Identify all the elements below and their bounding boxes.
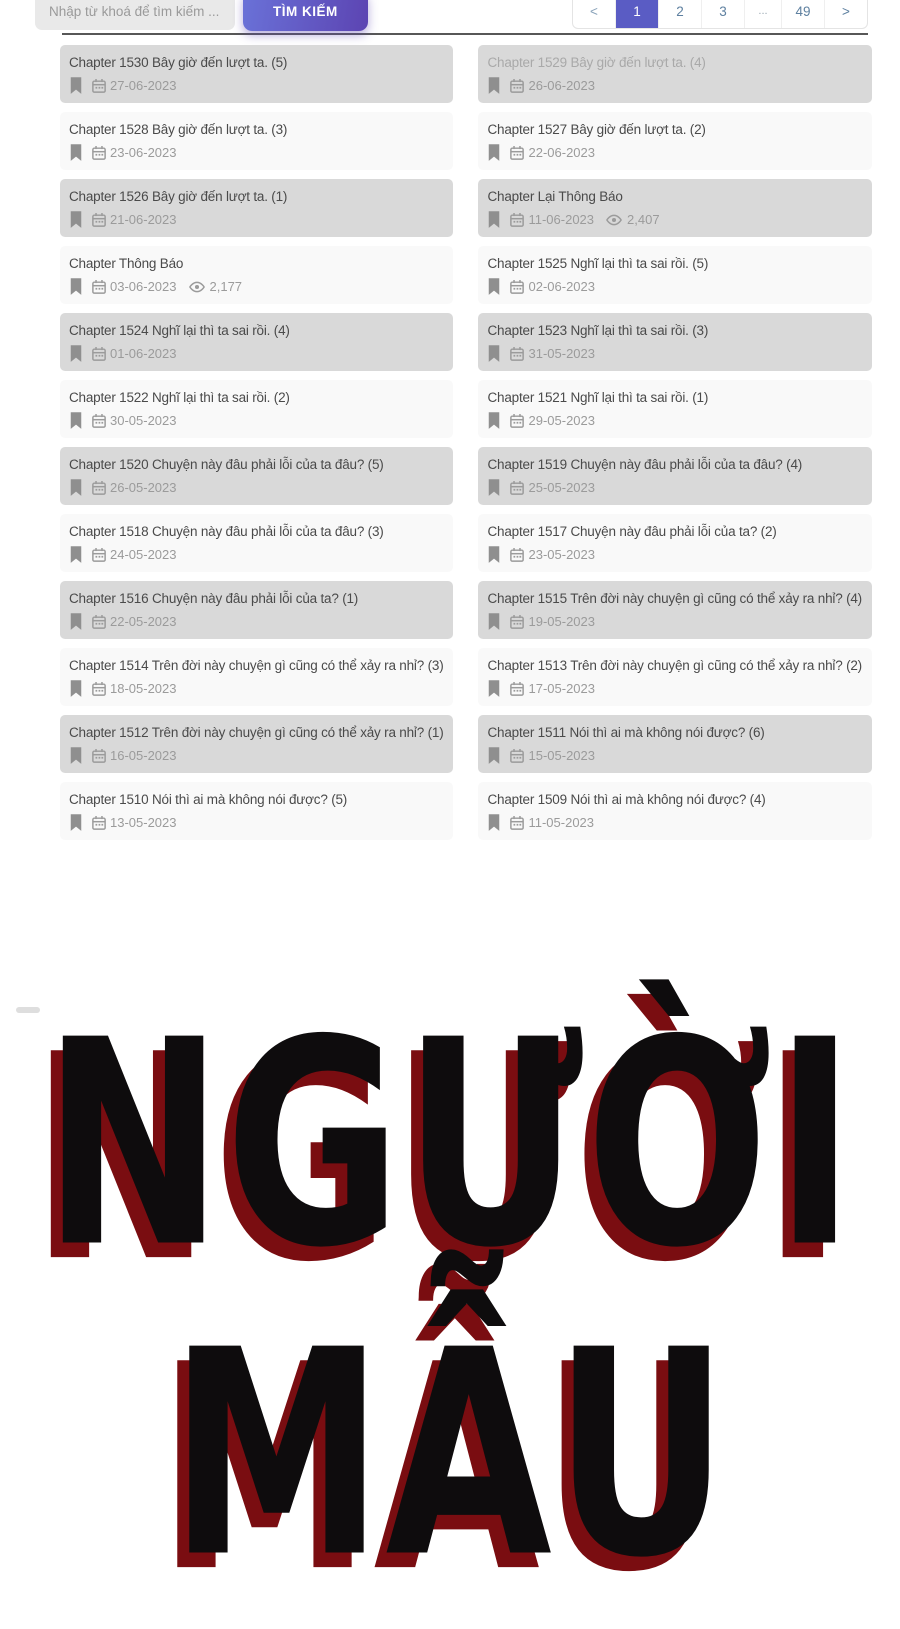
- chapter-item[interactable]: [60, 246, 453, 304]
- pagination-next[interactable]: >: [824, 0, 867, 28]
- pagination-page-3[interactable]: 3: [701, 0, 744, 28]
- chapter-title: Chapter 1526 Bây giờ đến lượt ta. (1): [69, 189, 288, 204]
- calendar-icon: [92, 213, 106, 227]
- chapter-title: Chapter 1511 Nói thì ai mà không nói được? (6): [487, 725, 765, 740]
- chapter-title: Chapter 1524 Nghĩ lại thì ta sai rồi. (4): [69, 323, 290, 338]
- chapter-date: 11-05-2023: [528, 815, 595, 830]
- chapter-date: 13-05-2023: [110, 815, 177, 830]
- bookmark-icon: [487, 278, 501, 296]
- artwork-speck: [16, 1007, 40, 1013]
- pagination-page-1[interactable]: 1: [615, 0, 658, 28]
- top-bar: [0, 0, 900, 31]
- chapter-item[interactable]: [478, 112, 871, 170]
- chapter-date: 11-06-2023: [528, 212, 595, 227]
- chapter-date: 23-05-2023: [528, 547, 595, 562]
- bookmark-icon: [69, 412, 83, 430]
- chapter-title: Chapter 1517 Chuyện này đâu phải lỗi của ta? (2): [487, 524, 777, 539]
- chapter-title: Chapter 1521 Nghĩ lại thì ta sai rồi. (1): [487, 390, 709, 405]
- chapter-meta: [487, 679, 861, 699]
- chapter-views: [606, 210, 660, 230]
- chapter-title: Chapter Lại Thông Báo: [487, 189, 623, 204]
- chapter-meta: [69, 612, 443, 632]
- bookmark-icon: [69, 680, 83, 698]
- bookmark-icon: [487, 546, 501, 564]
- chapter-title: Chapter 1514 Trên đời này chuyện gì cũng có thể xảy ra nhỉ? (3): [69, 658, 444, 673]
- bookmark-icon: [69, 546, 83, 564]
- bookmark-icon: [69, 613, 83, 631]
- calendar-icon: [92, 749, 106, 763]
- chapter-grid: [60, 45, 865, 840]
- chapter-item[interactable]: [478, 648, 871, 706]
- calendar-icon: [510, 615, 524, 629]
- chapter-meta: [487, 210, 861, 230]
- chapter-date: 24-05-2023: [110, 547, 177, 562]
- eye-icon: [606, 214, 622, 226]
- chapter-meta: [69, 813, 443, 833]
- eye-icon: [189, 281, 205, 293]
- calendar-icon: [510, 481, 524, 495]
- chapter-date: 17-05-2023: [528, 681, 595, 696]
- bookmark-icon: [69, 814, 83, 832]
- chapter-meta: [487, 344, 861, 364]
- chapter-meta: [487, 76, 861, 96]
- calendar-icon: [92, 414, 106, 428]
- chapter-views-count: 2,177: [209, 279, 243, 294]
- chapter-date: 18-05-2023: [110, 681, 177, 696]
- chapter-item[interactable]: [478, 179, 871, 237]
- chapter-meta: [487, 143, 861, 163]
- calendar-icon: [510, 146, 524, 160]
- chapter-item[interactable]: [478, 246, 871, 304]
- chapter-item[interactable]: [60, 112, 453, 170]
- pagination-page-2[interactable]: 2: [658, 0, 701, 28]
- pagination: [572, 0, 868, 29]
- chapter-meta: [487, 411, 861, 431]
- calendar-icon: [92, 481, 106, 495]
- chapter-meta: [69, 210, 443, 230]
- artwork-word-2: MẪU: [169, 1288, 731, 1620]
- chapter-meta: [487, 277, 861, 297]
- divider: [62, 33, 868, 35]
- calendar-icon: [510, 749, 524, 763]
- calendar-icon: [92, 146, 106, 160]
- chapter-item[interactable]: [478, 313, 871, 371]
- comic-title-artwork: [0, 951, 900, 1620]
- chapter-title: Chapter Thông Báo: [69, 256, 184, 271]
- chapter-item[interactable]: [60, 380, 453, 438]
- calendar-icon: [92, 79, 106, 93]
- chapter-item[interactable]: [60, 782, 453, 840]
- pagination-ellipsis: ...: [744, 0, 781, 28]
- chapter-meta: [69, 679, 443, 699]
- chapter-title: Chapter 1522 Nghĩ lại thì ta sai rồi. (2): [69, 390, 290, 405]
- calendar-icon: [92, 615, 106, 629]
- chapter-title: Chapter 1530 Bây giờ đến lượt ta. (5): [69, 55, 288, 70]
- calendar-icon: [510, 280, 524, 294]
- chapter-item[interactable]: [60, 447, 453, 505]
- bookmark-icon: [69, 144, 83, 162]
- chapter-meta: [487, 612, 861, 632]
- chapter-title: Chapter 1515 Trên đời này chuyện gì cũng có thể xảy ra nhỉ? (4): [487, 591, 862, 606]
- bookmark-icon: [69, 77, 83, 95]
- calendar-icon: [510, 682, 524, 696]
- bookmark-icon: [487, 680, 501, 698]
- chapter-views-count: 2,407: [627, 212, 660, 227]
- chapter-item[interactable]: [478, 715, 871, 773]
- chapter-title: Chapter 1510 Nói thì ai mà không nói được? (5): [69, 792, 348, 807]
- bookmark-icon: [69, 747, 83, 765]
- bookmark-icon: [487, 747, 501, 765]
- chapter-title: Chapter 1518 Chuyện này đâu phải lỗi của ta đâu? (3): [69, 524, 384, 539]
- chapter-item[interactable]: [60, 648, 453, 706]
- chapter-date: 22-06-2023: [528, 145, 595, 160]
- chapter-title: Chapter 1516 Chuyện này đâu phải lỗi của ta? (1): [69, 591, 359, 606]
- calendar-icon: [510, 79, 524, 93]
- chapter-meta: [69, 545, 443, 565]
- chapter-title: Chapter 1528 Bây giờ đến lượt ta. (3): [69, 122, 288, 137]
- chapter-date: 15-05-2023: [528, 748, 595, 763]
- chapter-item[interactable]: [60, 581, 453, 639]
- chapter-title: Chapter 1527 Bây giờ đến lượt ta. (2): [487, 122, 706, 137]
- chapter-date: 01-06-2023: [110, 346, 177, 361]
- chapter-meta: [69, 746, 443, 766]
- bookmark-icon: [487, 479, 501, 497]
- chapter-date: 26-06-2023: [528, 78, 595, 93]
- chapter-date: 31-05-2023: [528, 346, 595, 361]
- pagination-page-49[interactable]: 49: [781, 0, 824, 28]
- chapter-title: Chapter 1513 Trên đời này chuyện gì cũng có thể xảy ra nhỉ? (2): [487, 658, 862, 673]
- calendar-icon: [510, 816, 524, 830]
- chapter-meta: [487, 746, 861, 766]
- chapter-item[interactable]: [60, 179, 453, 237]
- chapter-item[interactable]: [478, 514, 871, 572]
- chapter-item[interactable]: [478, 380, 871, 438]
- chapter-date: 29-05-2023: [528, 413, 595, 428]
- chapter-date: 16-05-2023: [110, 748, 177, 763]
- chapter-date: 22-05-2023: [110, 614, 177, 629]
- chapter-date: 30-05-2023: [110, 413, 177, 428]
- chapter-item[interactable]: [60, 514, 453, 572]
- chapter-item[interactable]: [60, 45, 453, 103]
- bookmark-icon: [487, 613, 501, 631]
- chapter-title: Chapter 1525 Nghĩ lại thì ta sai rồi. (5): [487, 256, 709, 271]
- chapter-date: 26-05-2023: [110, 480, 177, 495]
- bookmark-icon: [487, 144, 501, 162]
- chapter-item[interactable]: [60, 313, 453, 371]
- chapter-meta: [69, 411, 443, 431]
- calendar-icon: [510, 347, 524, 361]
- chapter-date: 21-06-2023: [110, 212, 177, 227]
- bookmark-icon: [69, 345, 83, 363]
- chapter-date: 27-06-2023: [110, 78, 177, 93]
- search-button[interactable]: TÌM KIẾM: [243, 0, 368, 31]
- chapter-date: 19-05-2023: [528, 614, 595, 629]
- calendar-icon: [510, 414, 524, 428]
- chapter-item[interactable]: [478, 45, 871, 103]
- chapter-date: 25-05-2023: [528, 480, 595, 495]
- calendar-icon: [92, 280, 106, 294]
- chapter-title: Chapter 1523 Nghĩ lại thì ta sai rồi. (3): [487, 323, 709, 338]
- chapter-meta: [487, 478, 861, 498]
- calendar-icon: [92, 816, 106, 830]
- bookmark-icon: [487, 77, 501, 95]
- bookmark-icon: [69, 479, 83, 497]
- bookmark-icon: [69, 278, 83, 296]
- chapter-title: Chapter 1512 Trên đời này chuyện gì cũng có thể xảy ra nhỉ? (1): [69, 725, 444, 740]
- chapter-title: Chapter 1509 Nói thì ai mà không nói được? (4): [487, 792, 766, 807]
- chapter-item[interactable]: [60, 715, 453, 773]
- chapter-item[interactable]: [478, 447, 871, 505]
- chapter-meta: [69, 478, 443, 498]
- chapter-meta: [69, 143, 443, 163]
- chapter-meta: [69, 344, 443, 364]
- chapter-meta: [69, 277, 443, 297]
- chapter-title: Chapter 1519 Chuyện này đâu phải lỗi của ta đâu? (4): [487, 457, 803, 472]
- bookmark-icon: [487, 814, 501, 832]
- chapter-meta: [487, 813, 861, 833]
- calendar-icon: [92, 682, 106, 696]
- bookmark-icon: [487, 211, 501, 229]
- bookmark-icon: [487, 345, 501, 363]
- chapter-date: 23-06-2023: [110, 145, 177, 160]
- chapter-item[interactable]: [478, 782, 871, 840]
- calendar-icon: [92, 548, 106, 562]
- search-input[interactable]: [35, 0, 235, 30]
- calendar-icon: [510, 213, 524, 227]
- calendar-icon: [510, 548, 524, 562]
- bookmark-icon: [69, 211, 83, 229]
- calendar-icon: [92, 347, 106, 361]
- chapter-views: [189, 277, 243, 297]
- chapter-meta: [487, 545, 861, 565]
- bookmark-icon: [487, 412, 501, 430]
- chapter-title: Chapter 1529 Bây giờ đến lượt ta. (4): [487, 55, 706, 70]
- chapter-title: Chapter 1520 Chuyện này đâu phải lỗi của ta đâu? (5): [69, 457, 384, 472]
- pagination-prev[interactable]: <: [590, 3, 598, 19]
- chapter-meta: [69, 76, 443, 96]
- artwork-word-1: NGƯỜI: [43, 978, 857, 1310]
- chapter-item[interactable]: [478, 581, 871, 639]
- chapter-date: 03-06-2023: [110, 279, 177, 294]
- chapter-date: 02-06-2023: [528, 279, 595, 294]
